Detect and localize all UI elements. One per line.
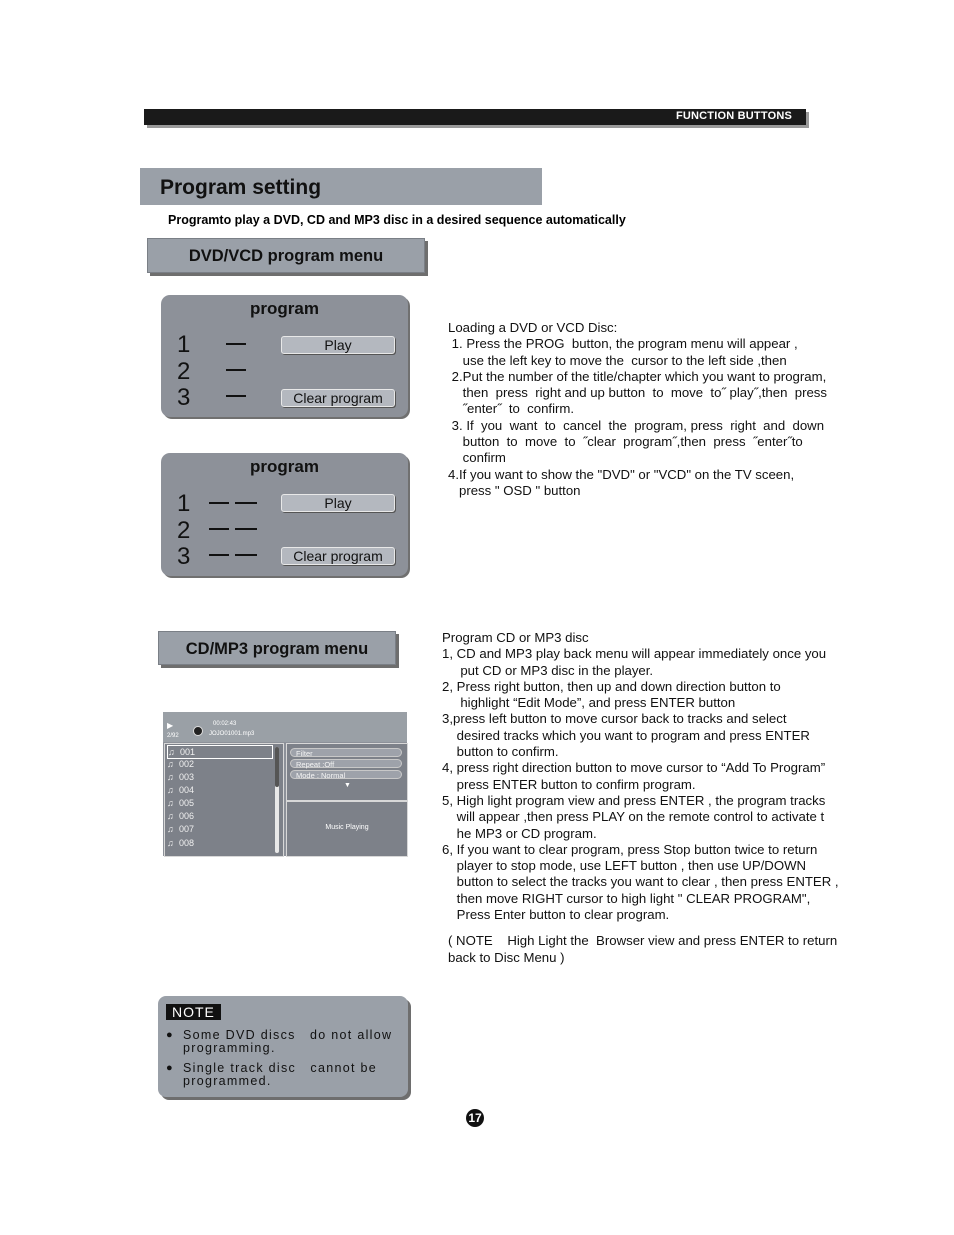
track-item[interactable]: ♫ 001 xyxy=(167,745,273,759)
cd-menu-heading xyxy=(158,631,396,665)
osd-title: program xyxy=(250,457,319,476)
program-slot-3: 3 xyxy=(177,384,191,411)
slot-dash xyxy=(235,502,257,504)
play-button[interactable]: Play xyxy=(281,494,395,512)
program-osd-double xyxy=(161,453,408,576)
bullet-icon: ● xyxy=(166,1062,173,1074)
music-note-icon: ♫ xyxy=(167,772,174,782)
music-note-icon: ♫ xyxy=(167,838,174,848)
music-note-icon: ♫ xyxy=(167,785,174,795)
mp3-playback-screen xyxy=(163,712,407,856)
section-title xyxy=(140,168,542,205)
note-box xyxy=(158,996,408,1097)
dvd-menu-heading xyxy=(147,238,425,273)
slot-dash xyxy=(226,369,246,371)
play-icon: ▶ xyxy=(167,721,174,730)
track-item[interactable]: ♫ 005 xyxy=(167,798,195,808)
slot-dash xyxy=(209,554,229,556)
header-label: FUNCTION BUTTONS xyxy=(675,110,792,122)
page-number: 17 xyxy=(466,1109,484,1127)
dvd-menu-heading-label: DVD/VCD program menu xyxy=(188,247,384,265)
note-item: Some DVD discs do not allow programming. xyxy=(183,1028,393,1055)
music-note-icon: ♫ xyxy=(167,811,174,821)
note-item: Single track disc cannot be programmed. xyxy=(183,1061,378,1088)
slot-dash xyxy=(209,528,229,530)
cd-note: ( NOTE High Light the Browser view and press ENTER to return back to Disc Menu ) xyxy=(448,933,838,965)
status-panel xyxy=(286,801,408,857)
track-item[interactable]: ♫ 007 xyxy=(167,824,195,834)
slot-dash xyxy=(235,528,257,530)
track-item[interactable]: ♫ 003 xyxy=(167,772,195,782)
disc-icon xyxy=(193,726,203,736)
program-slot-2: 2 xyxy=(177,358,191,385)
program-slot-1: 1 xyxy=(177,331,191,358)
clear-program-button[interactable]: Clear program xyxy=(281,389,395,407)
scrollbar-thumb[interactable] xyxy=(275,747,279,787)
now-playing-bar xyxy=(163,712,407,742)
music-note-icon: ♫ xyxy=(167,759,174,769)
playback-status: Music Playing xyxy=(325,824,369,831)
slot-dash xyxy=(209,502,229,504)
osd-title: program xyxy=(250,299,319,318)
repeat-option[interactable]: Repeat :Off xyxy=(290,759,402,768)
music-note-icon: ♫ xyxy=(167,824,174,834)
slot-dash xyxy=(226,343,246,345)
music-note-icon: ♫ xyxy=(167,798,174,808)
elapsed-time: 00:02:43 xyxy=(213,721,237,727)
cd-menu-heading-label: CD/MP3 program menu xyxy=(185,640,369,658)
bullet-icon: ● xyxy=(166,1029,173,1041)
mode-option[interactable]: Mode : Normal xyxy=(290,770,402,779)
slot-dash xyxy=(226,395,246,397)
track-list xyxy=(164,743,284,857)
note-tag: NOTE xyxy=(166,1004,221,1020)
program-osd-single xyxy=(161,295,408,417)
music-note-icon: ♫ xyxy=(168,747,175,757)
header-bar xyxy=(144,109,806,125)
file-name: JOJO01001.mp3 xyxy=(209,731,255,737)
dvd-instructions: Loading a DVD or VCD Disc: 1. Press the PROG button, the program menu will appear , use the left key to move the cursor to the left side ,then 2.Put the number of the title/chapter which you want to program, then press right and up button to move to˝ play˝,then press ˝enter˝ to confirm. 3. If you want to cancel the program, press right and down button to move to ˝clear program˝,then press ˝enter˝to confirm 4.If you want to show the "DVD" or "VCD" on the TV sceen, press " OSD " button xyxy=(448,320,827,498)
program-slot-1: 1 xyxy=(177,490,191,517)
track-item[interactable]: ♫ 006 xyxy=(167,811,195,821)
program-slot-3: 3 xyxy=(177,543,191,570)
track-item[interactable]: ♫ 004 xyxy=(167,785,195,795)
options-panel xyxy=(286,743,408,801)
intro-text: Programto play a DVD, CD and MP3 disc in a desired sequence automatically xyxy=(168,213,626,227)
slot-dash xyxy=(235,554,257,556)
clear-program-button[interactable]: Clear program xyxy=(281,547,395,565)
cd-instructions: Program CD or MP3 disc 1, CD and MP3 play back menu will appear immediately once you put CD or MP3 disc in the player. 2, Press right button, then up and down direction button to highlight “Edit Mode”, and press ENTER button 3,press left button to move cursor back to tracks and select desired tracks which you want to program and press ENTER button to confirm. 4, press right direction button to move cursor to “Add To Program” press ENTER button to confirm program. 5, High light program view and press ENTER , the program tracks will appear ,then press PLAY on the remote control to activate t he MP3 or CD program. 6, If you want to clear program, press Stop button twice to return player to stop mode, use LEFT button , then use UP/DOWN button to select the tracks you want to clear , then press ENTER , then move RIGHT cursor to high light " CLEAR PROGRAM", Press Enter button to clear program. xyxy=(442,630,839,923)
track-count: 2/92 xyxy=(167,733,179,739)
program-slot-2: 2 xyxy=(177,517,191,544)
play-button[interactable]: Play xyxy=(281,336,395,354)
track-item[interactable]: ♫ 002 xyxy=(167,759,195,769)
page-title: Program setting xyxy=(160,176,322,199)
arrow-down-icon[interactable]: ▼ xyxy=(344,782,351,789)
filter-option[interactable]: Filter xyxy=(290,748,402,757)
track-item[interactable]: ♫ 008 xyxy=(167,838,195,848)
